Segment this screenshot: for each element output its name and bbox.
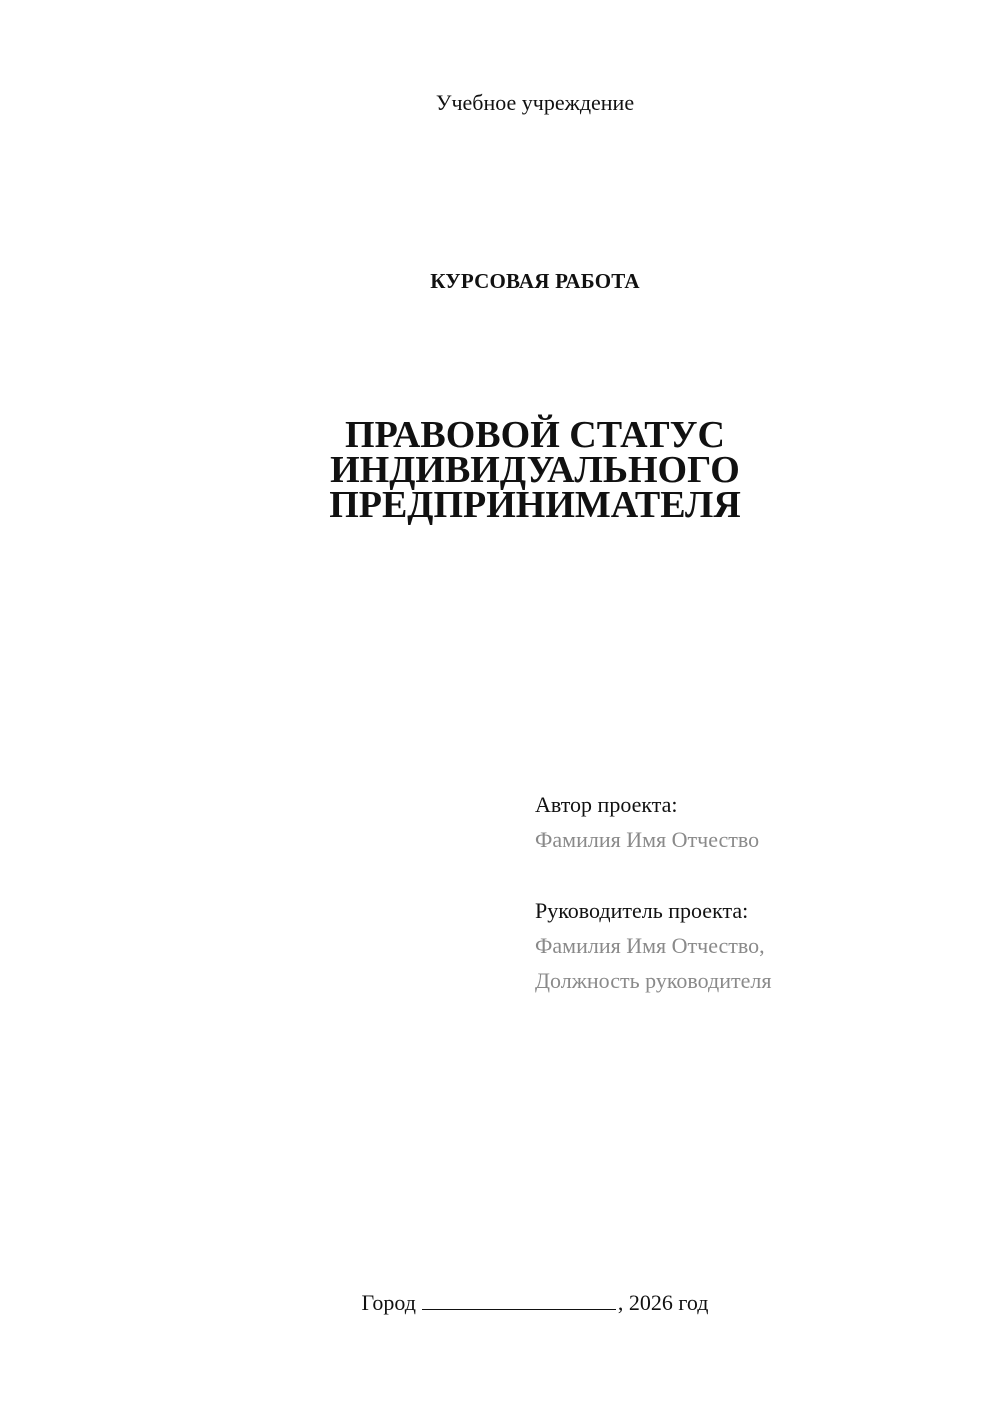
year-text: , 2026 год [617, 1290, 709, 1315]
city-label: Город [361, 1290, 416, 1315]
institution-name: Учебное учреждение [435, 90, 635, 115]
spacer [535, 857, 771, 893]
supervisor-name: Фамилия Имя Отчество, [535, 933, 765, 958]
work-type-heading: КУРСОВАЯ РАБОТА [430, 269, 640, 293]
document-title [0, 414, 1000, 526]
author-label: Автор проекта: [535, 792, 678, 817]
title-line: ИНДИВИДУАЛЬНОГО [330, 449, 740, 491]
city-year-line [0, 1290, 1000, 1316]
city-blank-underline [422, 1291, 616, 1310]
title-line: ПРЕДПРИНИМАТЕЛЯ [329, 484, 741, 526]
author-name: Фамилия Имя Отчество [535, 827, 760, 852]
supervisor-label: Руководитель проекта: [535, 898, 749, 923]
supervisor-position: Должность руководителя [535, 968, 772, 993]
credits-block [535, 787, 771, 998]
title-line: ПРАВОВОЙ СТАТУС [345, 414, 725, 456]
